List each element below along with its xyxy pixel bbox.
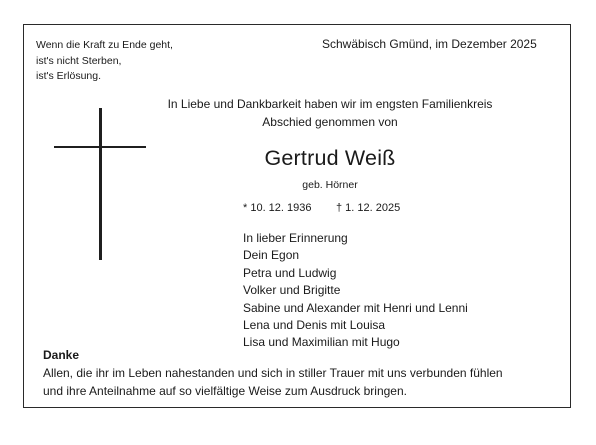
birth-date: * 10. 12. 1936	[243, 202, 312, 214]
cross-vertical-bar	[99, 108, 102, 260]
poem-line: Wenn die Kraft zu Ende geht,	[36, 39, 173, 51]
thanks-text	[43, 364, 503, 400]
death-date: † 1. 12. 2025	[336, 202, 401, 214]
cross-horizontal-bar	[54, 146, 146, 148]
mourner-line: Petra und Ludwig	[243, 265, 337, 280]
mourner-line: Volker und Brigitte	[243, 283, 341, 298]
mourner-line: Dein Egon	[243, 248, 300, 263]
place-date: Schwäbisch Gmünd, im Dezember 2025	[322, 37, 537, 51]
thanks-line: Allen, die ihr im Leben nahestanden und sich in stiller Trauer mit uns verbunden fühlen	[43, 366, 503, 380]
thanks-line: und ihre Anteilnahme auf so vielfältige Weise zum Ausdruck bringen.	[43, 384, 407, 398]
mourners-list	[243, 230, 468, 352]
poem-line: ist's nicht Sterben,	[36, 54, 122, 67]
cross-icon	[54, 108, 146, 260]
mourner-line: Lisa und Maximilian mit Hugo	[243, 335, 400, 350]
poem-line: ist's Erlösung.	[36, 70, 102, 82]
mourner-line: Lena und Denis mit Louisa	[243, 318, 386, 333]
intro-text	[150, 95, 510, 131]
poem	[36, 38, 173, 85]
mourner-line: In lieber Erinnerung	[243, 231, 348, 245]
mourner-line: Sabine und Alexander mit Henri und Lenni	[243, 300, 468, 315]
intro-line: In Liebe und Dankbarkeit haben wir im engsten Familienkreis	[167, 97, 493, 111]
maiden-name: geb. Hörner	[302, 179, 358, 191]
deceased-name: Gertrud Weiß	[264, 146, 396, 170]
intro-line: Abschied genommen von	[262, 115, 398, 129]
thanks-title: Danke	[43, 348, 80, 362]
